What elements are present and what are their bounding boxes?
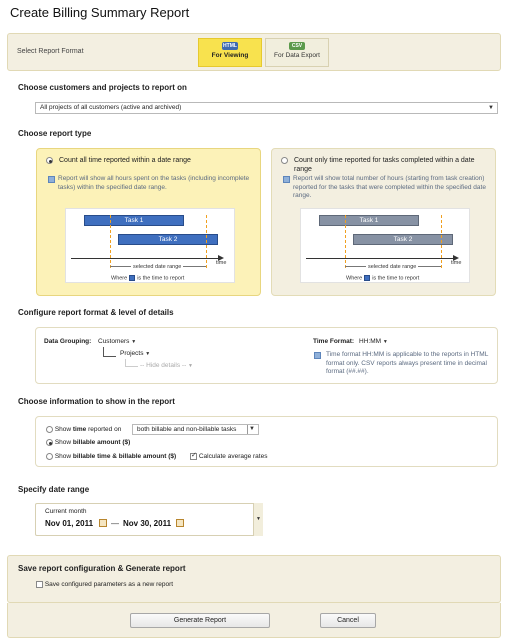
date-range-label: selected date range [133,264,182,270]
grouping-level-2-select[interactable] [120,350,150,357]
info-option-amount[interactable] [46,439,130,446]
grouping-level-2-value: Projects [120,350,144,357]
grouping-level-3-select[interactable] [140,362,193,369]
legend-swatch [129,275,135,281]
time-axis-label: time [216,260,227,266]
customers-heading: Choose customers and projects to report on [18,83,187,92]
range-end-line [206,215,207,268]
chevron-down-icon: ▼ [488,105,494,111]
task-1-bar: Task 1 [84,215,184,226]
details-heading: Configure report format & level of details [18,308,174,317]
tree-connector [125,366,138,367]
timeline-diagram [65,208,235,283]
save-section [7,555,501,603]
calc-average-checkbox[interactable] [190,453,197,460]
info-option-time-suffix: reported on [88,426,122,434]
calc-average-rates[interactable] [190,453,267,460]
save-as-new-report[interactable] [36,581,173,588]
timeline-diagram-completed [300,208,470,283]
report-type-range-radio[interactable] [46,157,53,164]
info-icon [48,176,55,183]
info-option-time-amount-bold: billable time & billable amount ($) [72,453,177,461]
chevron-down-icon: ▼ [249,426,255,432]
report-type-completed-description [293,175,488,201]
time-format-select[interactable] [359,338,388,345]
calendar-icon[interactable] [99,519,107,527]
report-type-range-description [58,175,253,192]
page-title: Create Billing Summary Report [10,5,190,20]
details-panel [35,327,498,384]
chevron-down-icon: ▼ [188,363,193,369]
date-from[interactable]: Nov 01, 2011 [45,519,94,528]
chevron-down-icon: ▼ [145,351,151,357]
format-viewing-button[interactable] [198,38,262,67]
report-format-bar [7,33,501,71]
report-type-heading: Choose report type [18,129,92,138]
report-type-option-range[interactable] [36,148,261,296]
range-end-line [441,215,442,268]
time-axis [306,258,456,259]
legend-swatch [364,275,370,281]
report-type-completed-radio[interactable] [281,157,288,164]
info-heading: Choose information to show in the report [18,397,175,406]
customers-select[interactable] [35,102,498,114]
date-range-label: selected date range [368,264,417,270]
time-format-value: HH:MM [359,338,382,345]
grouping-level-3-value: -- Hide details -- [140,362,187,369]
info-option-time-amount[interactable] [46,453,176,460]
info-option-amount-bold: billable amount ($) [72,439,131,447]
info-panel [35,416,498,467]
report-format-label: Select Report Format [17,48,84,55]
report-type-completed-text: Count only time reported for tasks completed within a date range [294,157,475,173]
grouping-level-1-select[interactable] [98,338,136,345]
info-option-amount-radio[interactable] [46,439,53,446]
chevron-down-icon: ▼ [382,339,388,345]
html-icon: HTML [223,43,237,49]
diagram-legend [346,275,419,281]
legend-suffix: is the time to report [372,275,420,282]
task-2-bar: Task 2 [118,234,218,245]
report-type-range-description-text: Report will show all hours spent on the tasks (including incomplete tasks) within the specified date range. [58,175,250,191]
date-preset: Current month [45,508,87,515]
chevron-down-icon: ▼ [256,516,261,522]
time-axis [71,258,221,259]
info-option-time-amount-radio[interactable] [46,453,53,460]
info-icon [314,352,321,361]
task-1-bar: Task 1 [319,215,419,226]
info-option-time-radio[interactable] [46,426,53,433]
csv-icon: CSV [289,42,305,50]
report-type-option-completed[interactable] [271,148,496,296]
generate-report-button[interactable]: Generate Report [130,613,270,628]
tree-connector [103,356,116,357]
info-icon [283,176,290,183]
legend-suffix: is the time to report [137,275,185,282]
info-option-time[interactable] [46,426,121,433]
format-viewing-label: For Viewing [211,52,249,59]
info-option-amount-prefix: Show [54,439,72,447]
data-grouping-label: Data Grouping: [44,338,92,345]
save-heading: Save report configuration & Generate report [18,564,186,573]
grouping-level-1-value: Customers [98,338,130,345]
save-as-new-checkbox[interactable] [36,581,43,588]
billable-filter-select[interactable] [132,424,259,435]
legend-prefix: Where [111,275,128,282]
format-export-button[interactable] [265,38,329,67]
calc-average-label: Calculate average rates [198,453,268,461]
report-type-range-label [46,156,251,165]
diagram-legend [111,275,184,281]
info-option-time-amount-prefix: Show [54,453,72,461]
cancel-button[interactable]: Cancel [320,613,376,628]
info-option-time-bold: time [72,426,87,434]
report-type-range-text: Count all time reported within a date range [59,157,191,164]
report-type-completed-description-text: Report will show total number of hours (starting from task creation) reported for the tasks that were completed within the specified date range. [293,175,486,199]
task-2-bar: Task 2 [353,234,453,245]
date-separator: — [111,519,119,528]
save-as-new-label: Save configured parameters as a new report [44,581,174,589]
date-range-picker[interactable] [35,503,263,536]
info-option-time-prefix: Show [54,426,72,434]
calendar-icon[interactable] [176,519,184,527]
customers-select-value: All projects of all customers (active and archived) [40,104,182,111]
time-format-label: Time Format: [313,338,355,345]
range-start-line [110,215,111,268]
time-format-note: Time format HH:MM is applicable to the reports in HTML format only. CSV reports always present time in decimal format (##.##). [326,351,489,375]
date-to[interactable]: Nov 30, 2011 [123,519,172,528]
date-range-heading: Specify date range [18,485,90,494]
time-axis-label: time [451,260,462,266]
range-start-line [345,215,346,268]
date-range-dropdown-button[interactable] [253,503,263,536]
billable-filter-value: both billable and non-billable tasks [137,426,237,433]
legend-prefix: Where [346,275,363,282]
report-type-completed-label [281,156,486,174]
format-export-label: For Data Export [274,52,320,59]
chevron-down-icon: ▼ [131,339,137,345]
action-bar [7,603,501,638]
